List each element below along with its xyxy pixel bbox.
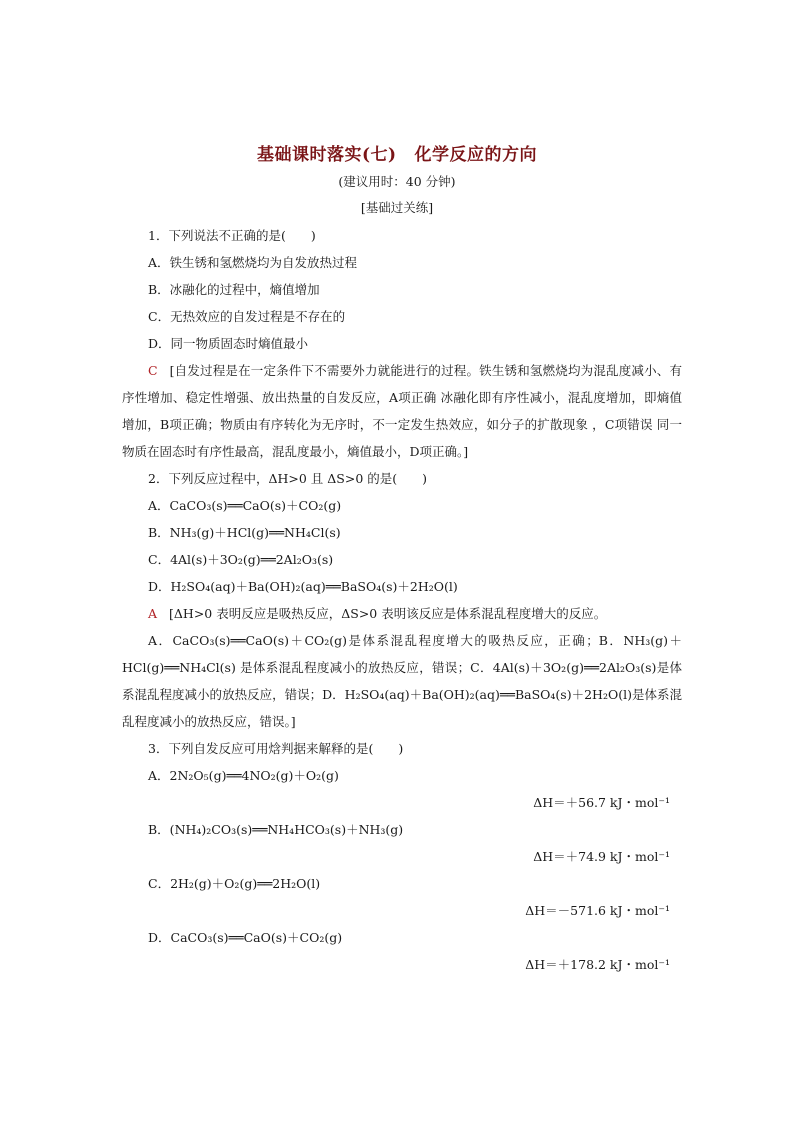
title-sub: 化学反应的方向 [414,145,538,165]
question-3-option-d-enthalpy: ΔH＝＋178.2 kJ・mol⁻¹ [525,957,670,972]
question-3-stem: 3．下列自发反应可用焓判据来解释的是( ) [148,741,404,756]
question-3 [122,735,682,978]
question-1-option-c: C．无热效应的自发过程是不存在的 [148,309,346,324]
question-2-stem: 2．下列反应过程中，ΔH>0 且 ΔS>0 的是( ) [148,471,427,486]
question-1-explanation: [自发过程是在一定条件下不需要外力就能进行的过程。铁生锈和氢燃烧均为混乱度减小、有序性增加、稳定性增强、放出热量的自发反应，A项正确 冰融化即有序性减小，混乱度增加，即熵值增加，B项正确；物质由有序转化为无序时，不一定发生热效应，如分子的扩散现象 ，C项错误 同一物质在固态时有序性最高，混乱度最小，熵值最小，D项正确。] [122,363,682,459]
question-1 [122,222,682,465]
question-1-option-b: B．冰融化的过程中，熵值增加 [148,282,320,297]
question-3-option-c-enthalpy: ΔH＝－571.6 kJ・mol⁻¹ [525,903,670,918]
question-3-option-a-enthalpy: ΔH＝＋56.7 kJ・mol⁻¹ [533,795,670,810]
question-3-option-d: D．CaCO₃(s)══CaO(s)＋CO₂(g) [148,930,343,945]
question-2-answer: A [148,606,158,621]
title-main: 基础课时落实(七) [256,145,397,165]
question-1-solution [122,357,682,465]
question-2-explanation-2: A．CaCO₃(s)══CaO(s)＋CO₂(g)是体系混乱程度增大的吸热反应，正确；B．NH₃(g)＋HCl(g)══NH₄Cl(s) 是体系混乱程度减小的放热反应，错误；C．4Al(s)＋3O₂(g)══2Al₂O₃(s)是体系混乱程度减小的放热反应，错误；D．H₂SO₄(aq)＋Ba(OH)₂(aq)══BaSO₄(s)＋2H₂O(l)是体系混乱程度减小的放热反应，错误。] [122,633,682,729]
question-2 [122,465,682,735]
section-heading: [基础过关练] [360,200,434,215]
question-3-option-c: C．2H₂(g)＋O₂(g)══2H₂O(l) [148,876,321,891]
time-note: (建议用时：40 分钟) [338,174,456,189]
page-title [0,140,794,165]
question-1-answer: C [148,363,158,378]
question-2-option-c: C．4Al(s)＋3O₂(g)══2Al₂O₃(s) [148,552,334,567]
question-list [122,222,682,978]
question-3-option-b: B．(NH₄)₂CO₃(s)══NH₄HCO₃(s)＋NH₃(g) [148,822,404,837]
question-1-stem: 1．下列说法不正确的是( ) [148,228,316,243]
question-2-option-a: A．CaCO₃(s)══CaO(s)＋CO₂(g) [148,498,342,513]
question-2-option-b: B．NH₃(g)＋HCl(g)══NH₄Cl(s) [148,525,341,540]
question-3-option-a: A．2N₂O₅(g)══4NO₂(g)＋O₂(g) [148,768,339,783]
question-2-explanation-1: [ΔH>0 表明反应是吸热反应，ΔS>0 表明该反应是体系混乱程度增大的反应。 [169,606,607,621]
question-3-option-b-enthalpy: ΔH＝＋74.9 kJ・mol⁻¹ [533,849,670,864]
question-1-option-d: D．同一物质固态时熵值最小 [148,336,309,351]
question-1-option-a: A．铁生锈和氢燃烧均为自发放热过程 [148,255,358,270]
question-2-option-d: D．H₂SO₄(aq)＋Ba(OH)₂(aq)══BaSO₄(s)＋2H₂O(l) [148,579,458,594]
question-2-solution [122,600,682,627]
